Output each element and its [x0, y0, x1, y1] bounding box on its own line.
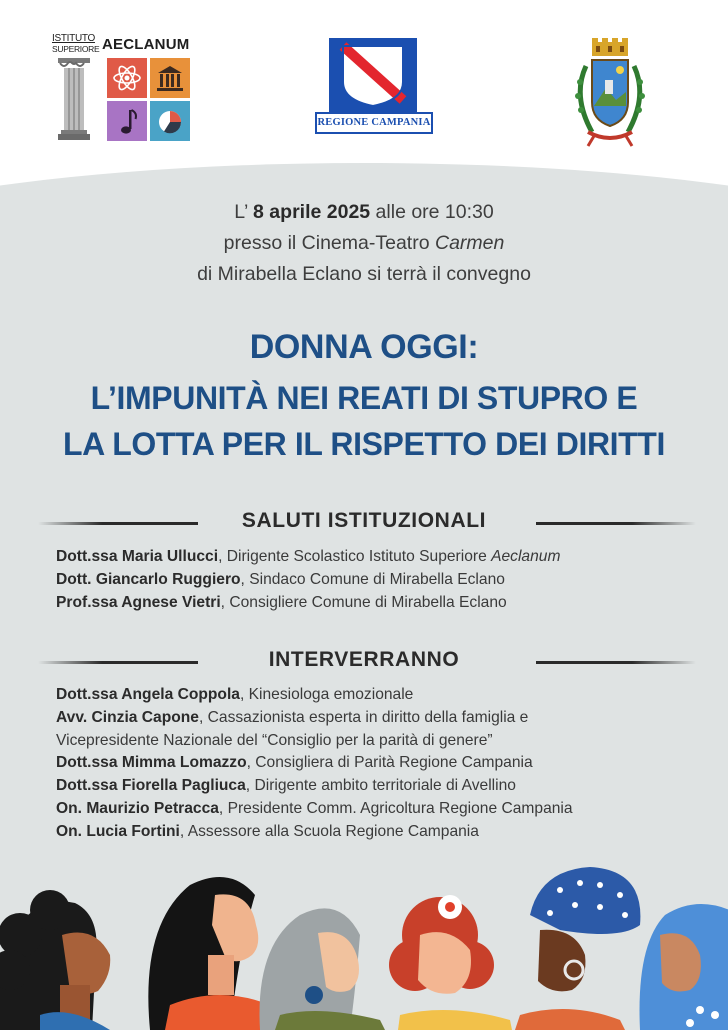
saluti-heading-label: SALUTI ISTITUZIONALI [241, 509, 487, 532]
school-word-istituto: ISTITUTO [52, 33, 95, 44]
list-item: Prof.ssa Agnese Vietri, Consigliere Comune di Mirabella Eclano [56, 593, 507, 611]
logo-header [0, 0, 728, 190]
intro-line-venue [0, 228, 728, 259]
list-item: Dott.ssa Maria Ullucci, Dirigente Scolastico Istituto Superiore Aeclanum [56, 548, 561, 565]
interverranno-list [56, 684, 716, 844]
event-date: 8 aprile 2025 [253, 201, 371, 223]
list-item: Avv. Cinzia Capone, Cassazionista esperta in diritto della famiglia e [56, 708, 529, 726]
divider-right [536, 522, 696, 525]
museum-tile [150, 58, 190, 98]
list-item-continuation: Vicepresidente Nazionale del “Consiglio per la parità di genere” [56, 731, 493, 749]
school-word-superiore: SUPERIORE [52, 44, 100, 54]
list-item: Dott.ssa Mimma Lomazzo, Consigliera di Parità Regione Campania [56, 754, 533, 772]
pie-chart-icon [150, 101, 190, 141]
list-item: On. Lucia Fortini, Assessore alla Scuola Regione Campania [56, 822, 479, 840]
saluti-list [56, 546, 716, 614]
title-line-2: L’IMPUNITÀ NEI REATI DI STUPRO E [90, 380, 638, 416]
title-line-1: DONNA OGGI: [249, 328, 479, 366]
region-campania-logo [315, 38, 433, 142]
venue-name: Carmen [434, 232, 505, 254]
music-note-icon [107, 101, 147, 141]
woman-3 [260, 908, 386, 1030]
interverranno-heading [0, 648, 728, 676]
atom-icon [107, 58, 147, 98]
woman-1 [0, 890, 110, 1030]
museum-icon [150, 58, 190, 98]
column-icon [56, 56, 92, 142]
atom-tile [107, 58, 147, 98]
event-intro [0, 197, 728, 290]
women-illustration [0, 855, 728, 1030]
list-item: Dott. Giancarlo Ruggiero, Sindaco Comune di Mirabella Eclano [56, 570, 505, 588]
woman-2 [148, 877, 275, 1030]
region-campania-emblem [329, 38, 417, 112]
list-item: Dott.ssa Angela Coppola, Kinesiologa emozionale [56, 686, 414, 703]
title-line-3: LA LOTTA PER IL RISPETTO DEI DIRITTI [63, 426, 665, 462]
school-name: AECLANUM [102, 36, 190, 53]
saluti-heading [0, 509, 728, 537]
region-campania-label: REGIONE CAMPANIA [315, 112, 433, 134]
list-item: On. Maurizio Petracca, Presidente Comm. Agricoltura Regione Campania [56, 799, 573, 817]
woman-5 [515, 867, 640, 1030]
list-item: Dott.ssa Fiorella Pagliuca, Dirigente ambito territoriale di Avellino [56, 777, 516, 795]
music-tile [107, 101, 147, 141]
intro-line-town: di Mirabella Eclano si terrà il convegno [197, 263, 531, 285]
intro-line-date [0, 197, 728, 228]
chart-tile [150, 101, 190, 141]
divider-right [536, 661, 696, 664]
comune-coat-of-arms [566, 36, 654, 152]
event-time: alle ore 10:30 [370, 201, 494, 223]
intro-prefix: L’ [234, 201, 254, 223]
venue-prefix: presso il Cinema-Teatro [223, 232, 435, 254]
woman-6 [640, 904, 728, 1030]
school-logo [52, 34, 202, 146]
woman-4 [389, 895, 512, 1030]
interverranno-heading-label: INTERVERRANNO [268, 648, 460, 671]
conference-title [0, 325, 728, 467]
